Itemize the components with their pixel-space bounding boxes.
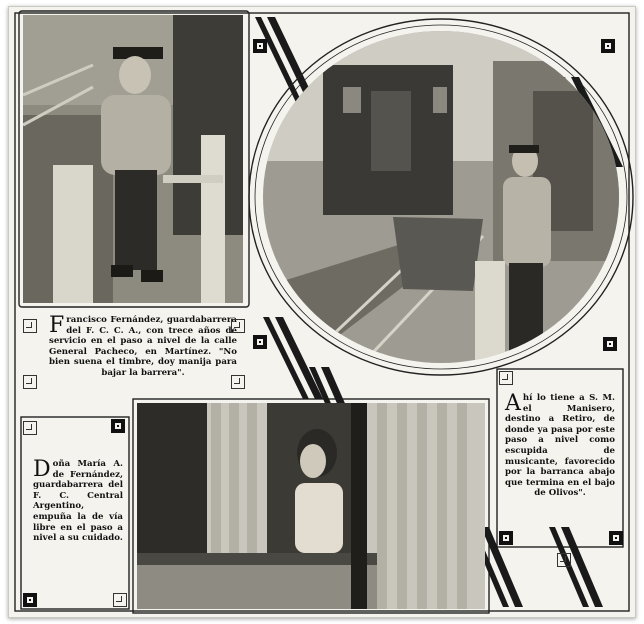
spiral-ornament-icon [499,371,513,385]
top-left-photo [23,15,243,303]
caption-manisero [505,393,615,499]
spiral-ornament-icon [23,421,37,435]
caption-text: hí lo tiene a S. M. el Manisero, destino a Retiro, de donde ya pasa por este paso a nivel como escupida de musicante, favorecido por la barranca abajo que termina en el bajo de Olivos". [505,393,615,499]
square-ornament-icon [23,593,37,607]
caption-initial: A [505,391,521,416]
spiral-ornament-icon [113,593,127,607]
spiral-ornament-icon [557,553,571,567]
caption-francisco-fernandez [49,315,237,379]
square-ornament-icon [253,39,267,53]
spiral-ornament-icon [23,375,37,389]
spiral-ornament-icon [231,375,245,389]
bottom-photo [137,403,485,609]
square-ornament-icon [253,335,267,349]
square-ornament-icon [111,419,125,433]
caption-dona-maria [33,459,123,544]
square-ornament-icon [609,531,623,545]
magazine-page [8,6,636,618]
caption-text: oña María A. de Fernández, guardabarrera del F. C. Central Argentino, empuña la de vía libre en el paso a nivel a su cuidado. [33,459,123,544]
square-ornament-icon [603,337,617,351]
square-ornament-icon [601,39,615,53]
caption-initial: D [33,457,51,482]
caption-text: rancisco Fernández, guardabarrera del F. C. C. A., con trece años de servicio en el paso a nivel de la calle General Pacheco, en Martínez. "No bien suena el timbre, doy manija para bajar la barrera". [49,315,237,378]
spiral-ornament-icon [23,319,37,333]
square-ornament-icon [499,531,513,545]
top-right-photo [263,31,619,363]
caption-initial: F [49,313,65,338]
spiral-ornament-icon [231,319,245,333]
